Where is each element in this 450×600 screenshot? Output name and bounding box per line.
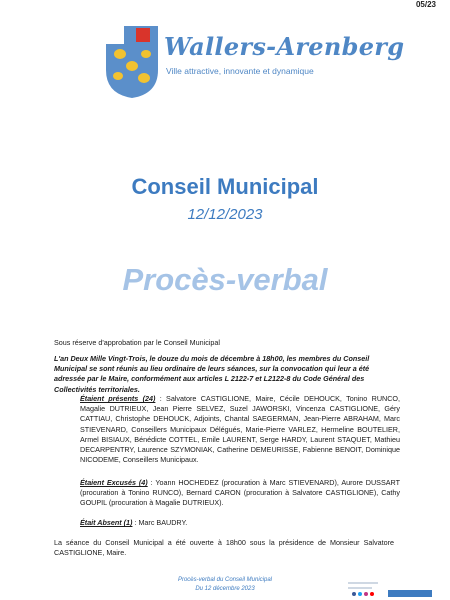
city-logo — [104, 24, 405, 100]
excused-paragraph — [54, 478, 400, 509]
absent-list: : Marc BAUDRY. — [132, 518, 188, 527]
logo-name: Wallers-Arenberg — [164, 32, 405, 61]
page-number: 05/23 — [415, 0, 436, 9]
coat-of-arms-icon — [104, 24, 160, 100]
present-list: : Salvatore CASTIGLIONE, Maire, Cécile DEHOUCK, Tonino RUNCO, Magalie DUTRIEUX, Jean Pierre SELVEZ, Suzel JAWORSKI, Vincenza CASTIGLIONE, Géry CATTIAU, Christophe DEHOUCK, Adjoints, Chantal SAEGERMAN, Jean-Pierre ABRAHAM, Marc STIEVENARD, Conseillers Municipaux Délégués, Marie-Pierre VARLEZ, Hermeline BOUTELIER, Armel BISIAUX, Bénédicte COTTEL, Emile LAURENT, Serge HARDY, Laurent STAQUET, Mathieu DECARPENTRY, Laurence SZYMONIAK, Catherine DEMEURISSE, Fabienne BENOIT, Dominique NICODEME, Conseillers Municipaux. — [80, 394, 400, 465]
absent-paragraph — [54, 518, 400, 528]
intro-paragraph: L'an Deux Mille Vingt-Trois, le douze du mois de décembre à 18h00, les membres du Conseil Municipal se sont réunis au lieu ordinaire de leurs séances, sur la convocation qui leur a été adressée par le Maire, conformément aux articles L 2122-7 et L2122-8 du Code Général des Collectivités territoriales. — [54, 354, 370, 394]
present-paragraph — [54, 394, 400, 465]
footer-line-2: Du 12 décembre 2023 — [195, 586, 255, 592]
footer-line-1: Procès-verbal du Conseil Municipal — [177, 577, 273, 583]
present-label: Étaient présents (24) — [80, 394, 156, 403]
document-date: 12/12/2023 — [187, 206, 263, 223]
approval-note: Sous réserve d'approbation par le Conseil Municipal — [54, 338, 220, 347]
logo-tagline: Ville attractive, innovante et dynamique — [166, 66, 314, 76]
absent-label: Était Absent (1) — [80, 518, 133, 527]
document-title: Conseil Municipal — [131, 174, 319, 199]
document-subtitle: Procès-verbal — [122, 262, 328, 297]
footer-city-logo-icon — [348, 580, 432, 598]
session-opening-paragraph: La séance du Conseil Municipal a été ouverte à 18h00 sous la présidence de Monsieur Salvatore CASTIGLIONE, Maire. — [54, 538, 394, 558]
excused-list: : Yoann HOCHEDEZ (procuration à Marc STIEVENARD), Aurore DUSSART (procuration à Tonino RUNCO), Bernard CARON (procuration à Salvatore CASTIGLIONE), Cathy GOUPIL (procuration à Magalie DUTRIEUX). — [80, 478, 400, 508]
excused-label: Étaient Excusés (4) — [80, 478, 148, 487]
